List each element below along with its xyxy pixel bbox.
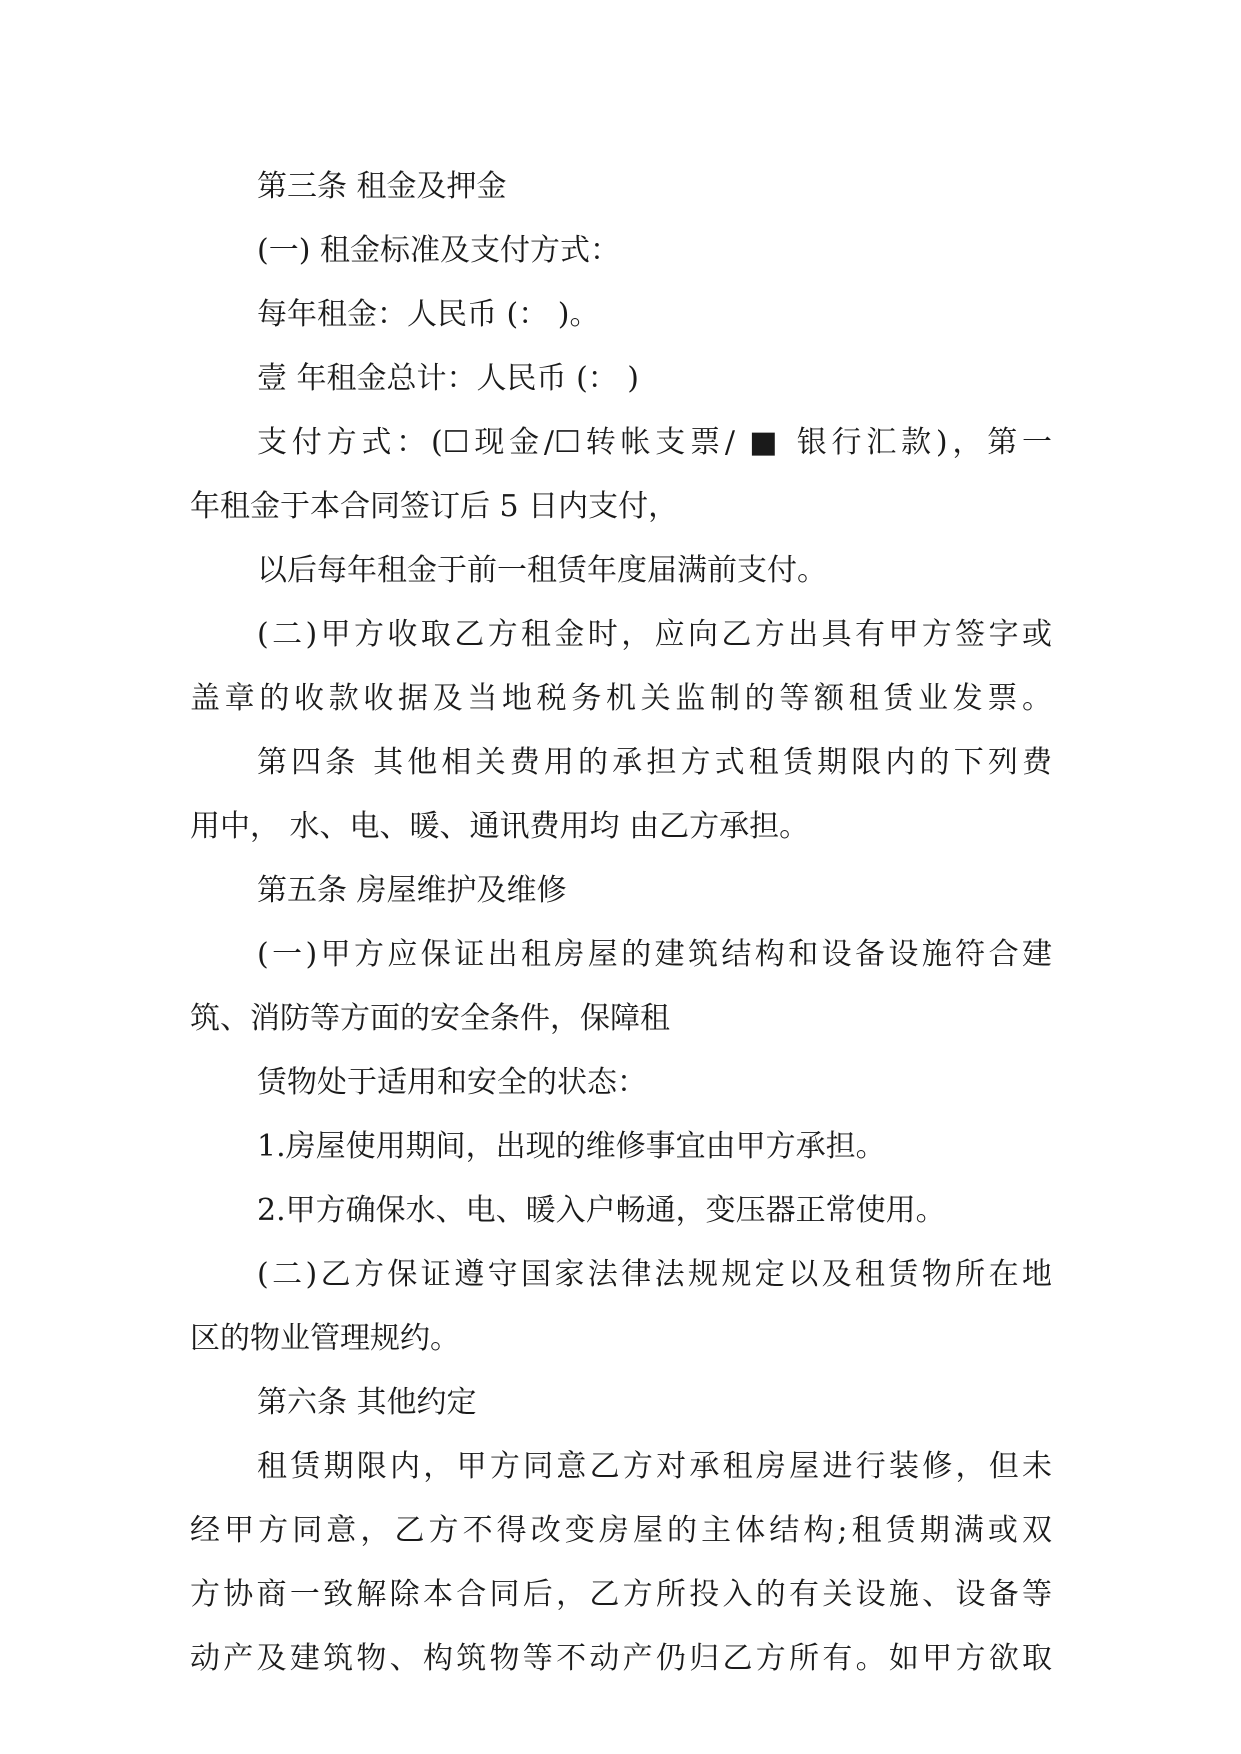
subsequent-payment-line: 以后每年租金于前一租赁年度届满前支付。	[257, 553, 827, 588]
clause-5-1-line-3: 赁物处于适用和安全的状态：	[257, 1065, 647, 1100]
clause-3-2-line-2: 盖章的收款收据及当地税务机关监制的等额租赁业发票。	[190, 681, 1052, 716]
clause-5-1-item-1: 1.房屋使用期间，出现的维修事宜由甲方承担。	[257, 1129, 886, 1164]
document-body	[190, 155, 1052, 1691]
article-6-heading: 第六条 其他约定	[257, 1385, 477, 1420]
article-4-line-1: 第四条 其他相关费用的承担方式租赁期限内的下列费	[257, 745, 1052, 780]
article-6-line-3: 方协商一致解除本合同后，乙方所投入的有关设施、设备等	[190, 1577, 1052, 1612]
clause-5-1-item-2: 2.甲方确保水、电、暖入户畅通，变压器正常使用。	[257, 1193, 946, 1228]
clause-5-1-line-2: 筑、消防等方面的安全条件，保障租	[190, 1001, 670, 1036]
article-4-line-2: 用中， 水、电、暖、通讯费用均 由乙方承担。	[190, 809, 810, 844]
annual-rent-line: 每年租金：人民币 (： )。	[257, 297, 600, 332]
article-6-line-2: 经甲方同意，乙方不得改变房屋的主体结构;租赁期满或双	[190, 1513, 1052, 1548]
clause-5-2-line-2: 区的物业管理规约。	[190, 1321, 460, 1356]
clause-5-1-line-1: (一)甲方应保证出租房屋的建筑结构和设备设施符合建	[257, 937, 1052, 972]
clause-3-1-heading: (一) 租金标准及支付方式：	[257, 233, 620, 268]
article-3-heading: 第三条 租金及押金	[257, 169, 507, 204]
payment-method-line: 支付方式：(☐现金/☐转帐支票/ ■ 银行汇款)，第一	[257, 425, 1052, 460]
total-rent-line: 壹 年租金总计：人民币 (： )	[257, 361, 640, 396]
clause-5-2-line-1: (二)乙方保证遵守国家法律法规规定以及租赁物所在地	[257, 1257, 1052, 1292]
article-6-line-4: 动产及建筑物、构筑物等不动产仍归乙方所有。如甲方欲取	[190, 1641, 1052, 1676]
article-5-heading: 第五条 房屋维护及维修	[257, 873, 567, 908]
clause-3-2-line-1: (二)甲方收取乙方租金时，应向乙方出具有甲方签字或	[257, 617, 1052, 652]
article-6-line-1: 租赁期限内，甲方同意乙方对承租房屋进行装修，但未	[257, 1449, 1052, 1484]
payment-deadline-line: 年租金于本合同签订后 5 日内支付，	[190, 489, 679, 524]
